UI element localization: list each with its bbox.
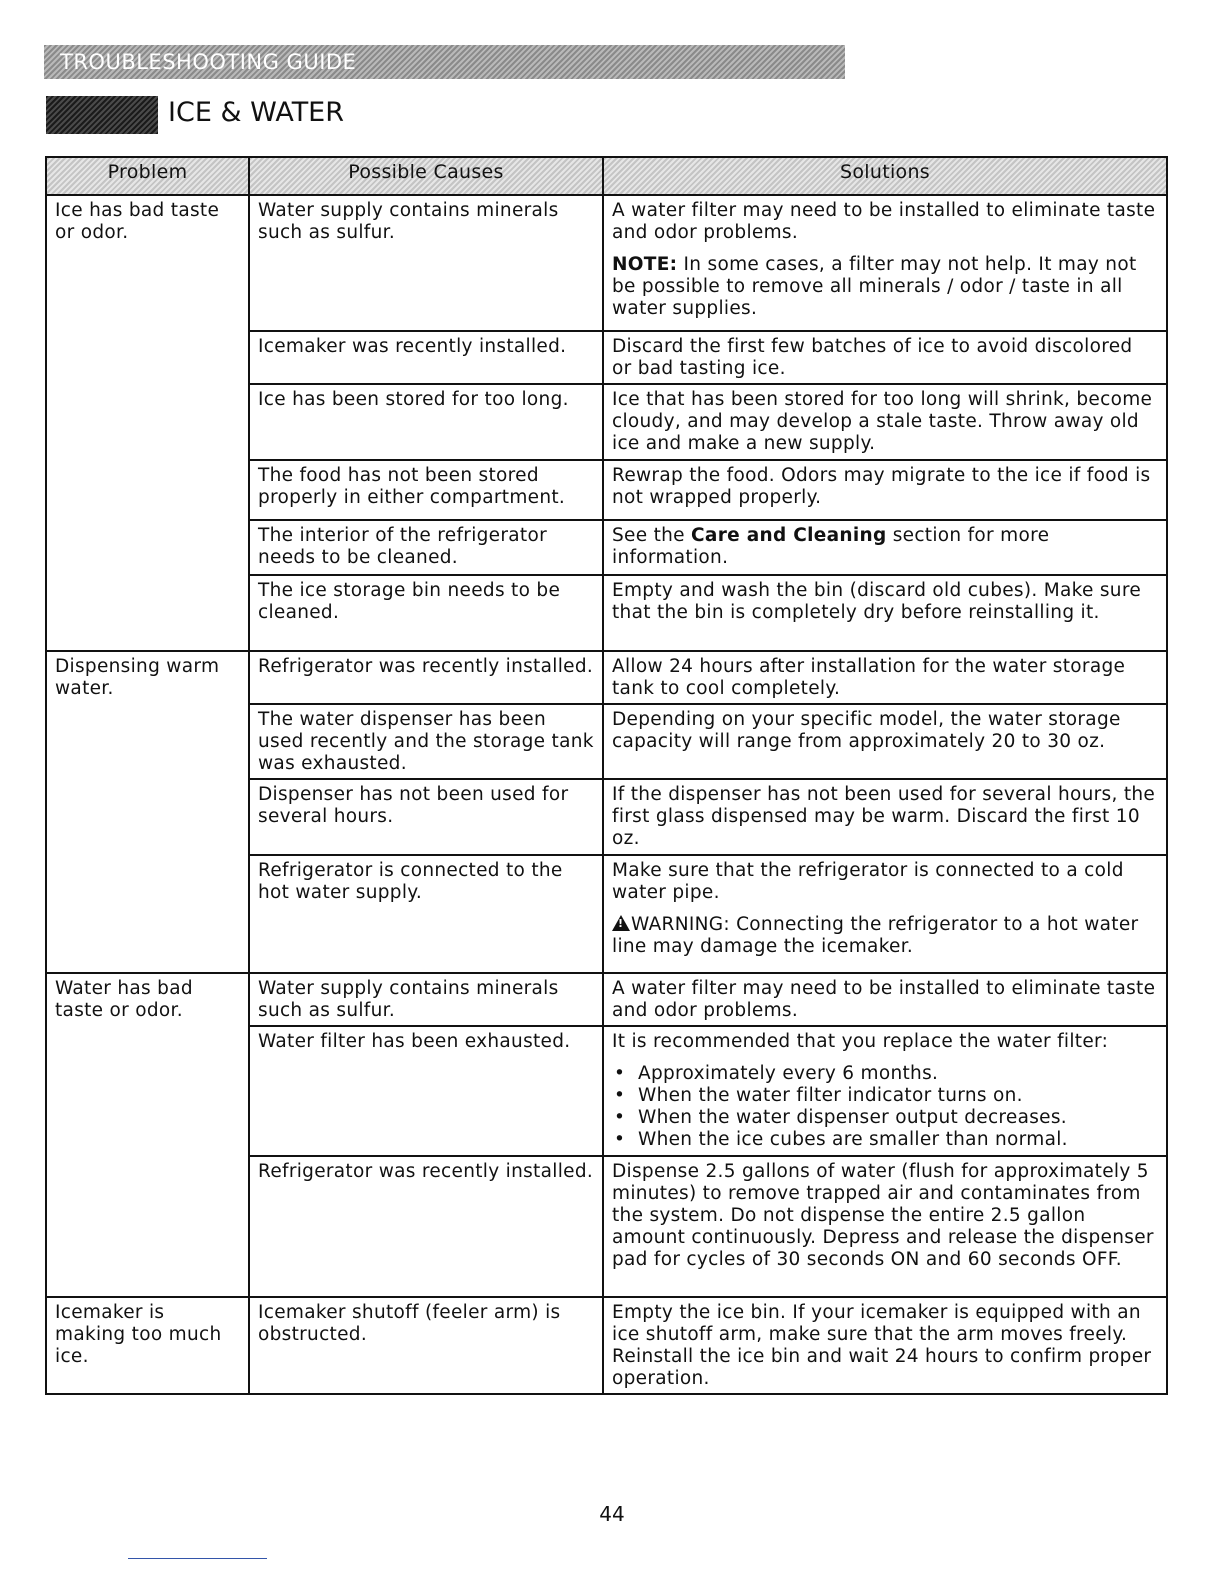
cause-cell: Refrigerator was recently installed. bbox=[249, 651, 603, 704]
solution-text-pre: See the bbox=[612, 525, 692, 546]
warning-text: Connecting the refrigerator to a hot water line may damage the icemaker. bbox=[612, 914, 1139, 957]
troubleshooting-table bbox=[45, 156, 1168, 1395]
section-marker-block bbox=[46, 96, 158, 134]
cause-cell: Water filter has been exhausted. bbox=[249, 1026, 603, 1156]
solution-cell bbox=[603, 520, 1167, 575]
solution-text: A water filter may need to be installed to eliminate taste and odor problems. bbox=[612, 200, 1156, 243]
solution-cell: Discard the first few batches of ice to avoid discolored or bad tasting ice. bbox=[603, 331, 1167, 384]
solution-cell: Empty the ice bin. If your icemaker is equipped with an ice shutoff arm, make sure that the arm moves freely. Reinstall the ice bin and wait 24 hours to confirm proper operation. bbox=[603, 1297, 1167, 1394]
solution-cell: If the dispenser has not been used for several hours, the first glass dispensed may be warm. Discard the first 10 oz. bbox=[603, 779, 1167, 855]
cause-cell: Water supply contains minerals such as sulfur. bbox=[249, 973, 603, 1026]
header-possible-causes: Possible Causes bbox=[249, 157, 603, 195]
warning-label: WARNING: bbox=[631, 914, 730, 935]
problem-cell: Dispensing warm water. bbox=[46, 651, 249, 973]
cause-cell: Refrigerator is connected to the hot water supply. bbox=[249, 855, 603, 973]
solution-cell: Rewrap the food. Odors may migrate to the ice if food is not wrapped properly. bbox=[603, 460, 1167, 520]
header-solutions: Solutions bbox=[603, 157, 1167, 195]
care-and-cleaning-reference: Care and Cleaning bbox=[691, 525, 887, 546]
cause-cell: The ice storage bin needs to be cleaned. bbox=[249, 575, 603, 651]
solution-cell: Ice that has been stored for too long will shrink, become cloudy, and may develop a stale taste. Throw away old ice and make a new supply. bbox=[603, 384, 1167, 460]
list-item: • When the water dispenser output decreases. bbox=[630, 1107, 1158, 1129]
note-paragraph bbox=[612, 254, 1158, 320]
solution-cell: Allow 24 hours after installation for the water storage tank to cool completely. bbox=[603, 651, 1167, 704]
problem-cell: Icemaker is making too much ice. bbox=[46, 1297, 249, 1394]
cause-cell: Water supply contains minerals such as sulfur. bbox=[249, 195, 603, 331]
table-row bbox=[46, 973, 1167, 1026]
solution-text-post: section for more information. bbox=[612, 525, 1050, 568]
list-item: • When the water filter indicator turns on. bbox=[630, 1085, 1158, 1107]
filter-replacement-list bbox=[612, 1063, 1158, 1151]
footer-rule bbox=[128, 1558, 267, 1559]
section-banner bbox=[44, 45, 845, 79]
solution-cell bbox=[603, 855, 1167, 973]
cause-cell: The food has not been stored properly in either compartment. bbox=[249, 460, 603, 520]
solution-cell: Dispense 2.5 gallons of water (flush for approximately 5 minutes) to remove trapped air and contaminates from the system. Do not dispense the entire 2.5 gallon amount continuously. Depress and release the dispenser pad for cycles of 30 seconds ON and 60 seconds OFF. bbox=[603, 1156, 1167, 1297]
page-number: 44 bbox=[599, 1502, 625, 1526]
header-problem: Problem bbox=[46, 157, 249, 195]
solution-text: Make sure that the refrigerator is connected to a cold water pipe. bbox=[612, 860, 1124, 903]
solution-cell bbox=[603, 1026, 1167, 1156]
note-label: NOTE: bbox=[612, 254, 678, 275]
solution-cell: A water filter may need to be installed to eliminate taste and odor problems. bbox=[603, 973, 1167, 1026]
banner-title: TROUBLESHOOTING GUIDE bbox=[60, 50, 357, 74]
solution-text: It is recommended that you replace the water filter: bbox=[612, 1031, 1109, 1052]
warning-paragraph bbox=[612, 914, 1158, 958]
table-header-row bbox=[46, 157, 1167, 195]
section-title: ICE & WATER bbox=[168, 97, 345, 128]
solution-cell: Depending on your specific model, the water storage capacity will range from approximately 20 to 30 oz. bbox=[603, 704, 1167, 779]
table-row bbox=[46, 195, 1167, 331]
cause-cell: Ice has been stored for too long. bbox=[249, 384, 603, 460]
cause-cell: Icemaker shutoff (feeler arm) is obstructed. bbox=[249, 1297, 603, 1394]
cause-cell: The water dispenser has been used recently and the storage tank was exhausted. bbox=[249, 704, 603, 779]
problem-cell: Ice has bad taste or odor. bbox=[46, 195, 249, 651]
list-item: • Approximately every 6 months. bbox=[630, 1063, 1158, 1085]
cause-cell: Refrigerator was recently installed. bbox=[249, 1156, 603, 1297]
cause-cell: Icemaker was recently installed. bbox=[249, 331, 603, 384]
list-item: • When the ice cubes are smaller than normal. bbox=[630, 1129, 1158, 1151]
cause-cell: The interior of the refrigerator needs to be cleaned. bbox=[249, 520, 603, 575]
warning-triangle-icon bbox=[612, 915, 630, 931]
note-text: In some cases, a filter may not help. It may not be possible to remove all minerals / odor / taste in all water supplies. bbox=[612, 254, 1137, 319]
solution-cell bbox=[603, 195, 1167, 331]
table-row bbox=[46, 1297, 1167, 1394]
table-row bbox=[46, 651, 1167, 704]
problem-cell: Water has bad taste or odor. bbox=[46, 973, 249, 1297]
cause-cell: Dispenser has not been used for several hours. bbox=[249, 779, 603, 855]
solution-cell: Empty and wash the bin (discard old cubes). Make sure that the bin is completely dry before reinstalling it. bbox=[603, 575, 1167, 651]
